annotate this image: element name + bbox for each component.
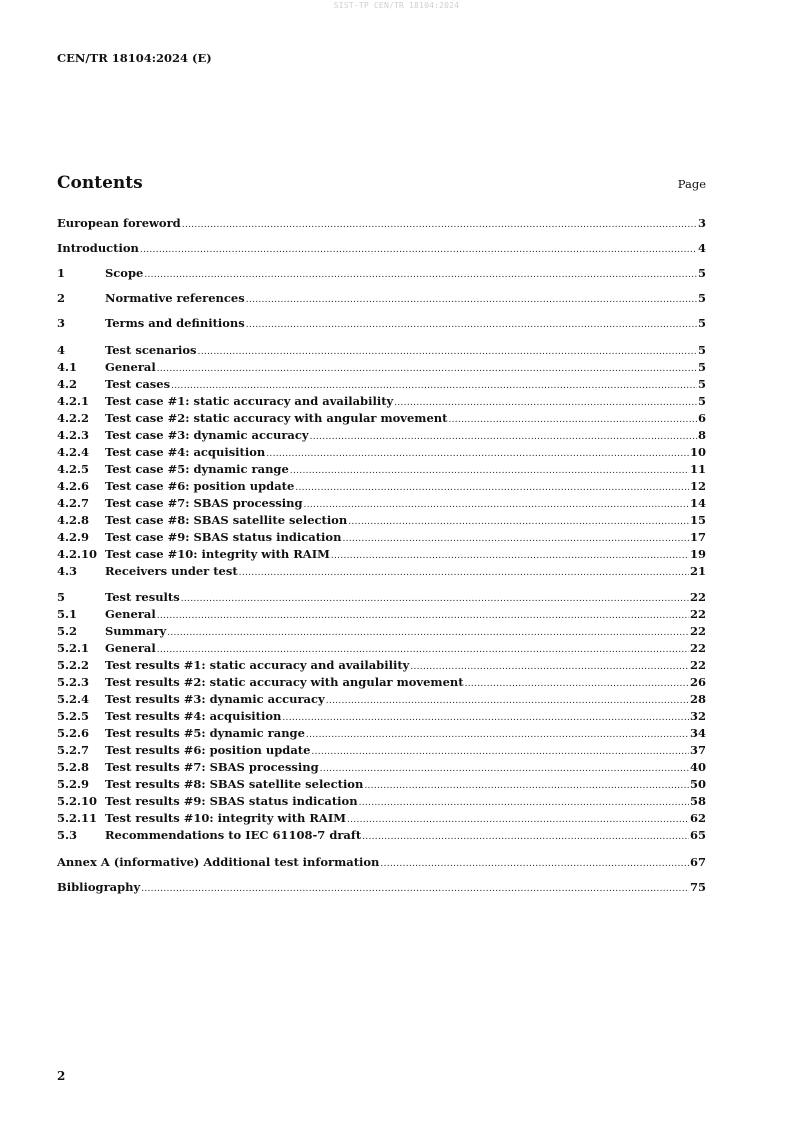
toc-leader-dots bbox=[306, 726, 689, 742]
toc-entry-page: 6 bbox=[697, 411, 706, 425]
toc-entry-page: 67 bbox=[689, 855, 706, 869]
toc-entry[interactable] bbox=[57, 776, 706, 792]
toc-leader-dots bbox=[182, 216, 697, 232]
toc-entry-page: 15 bbox=[689, 513, 706, 527]
toc-entry[interactable] bbox=[57, 708, 706, 724]
toc-entry[interactable] bbox=[57, 606, 706, 622]
toc-entry[interactable] bbox=[57, 410, 706, 426]
toc-entry-number: 5 bbox=[57, 590, 66, 604]
toc-entry-title: Terms and definitions bbox=[105, 316, 245, 330]
toc-leader-dots bbox=[410, 658, 689, 674]
toc-leader-dots bbox=[140, 241, 697, 257]
toc-entry-number: 4.1 bbox=[57, 360, 78, 374]
toc-entry-number: 5.2.6 bbox=[57, 726, 90, 740]
toc-leader-dots bbox=[282, 709, 689, 725]
document-id: CEN/TR 18104:2024 (E) bbox=[57, 51, 212, 65]
toc-entry[interactable] bbox=[57, 563, 706, 579]
toc-entry-title: Test results #9: SBAS status indication bbox=[105, 794, 358, 808]
toc-entry-number: 4.2.5 bbox=[57, 462, 90, 476]
toc-entry-title: Scope bbox=[105, 266, 144, 280]
toc-entry-title: Test results #10: integrity with RAIM bbox=[105, 811, 346, 825]
contents-heading: Contents bbox=[57, 173, 143, 193]
toc-entry-number: 4.2.4 bbox=[57, 445, 90, 459]
toc-entry-page: 58 bbox=[689, 794, 706, 808]
toc-entry-title: Test results #8: SBAS satellite selection bbox=[105, 777, 364, 791]
toc-entry-page: 5 bbox=[697, 360, 706, 374]
toc-leader-dots bbox=[348, 513, 689, 529]
toc-entry[interactable] bbox=[57, 657, 706, 673]
toc-entry-title: Summary bbox=[105, 624, 167, 638]
toc-entry-page: 14 bbox=[689, 496, 706, 510]
toc-leader-dots bbox=[141, 880, 689, 896]
toc-entry-title: Test case #5: dynamic range bbox=[105, 462, 289, 476]
toc-entry[interactable] bbox=[57, 427, 706, 443]
toc-entry-title: Test scenarios bbox=[105, 343, 197, 357]
toc-entry-number: 5.2.9 bbox=[57, 777, 90, 791]
toc-entry[interactable] bbox=[57, 623, 706, 639]
toc-entry-page: 10 bbox=[689, 445, 706, 459]
toc-leader-dots bbox=[304, 496, 689, 512]
toc-entry[interactable] bbox=[57, 495, 706, 511]
toc-entry-number: 4.2.2 bbox=[57, 411, 90, 425]
toc-entry-title: Annex A (informative) Additional test information bbox=[57, 855, 380, 869]
toc-entry[interactable] bbox=[57, 376, 706, 392]
toc-entry[interactable] bbox=[57, 546, 706, 562]
toc-entry-title: Test cases bbox=[105, 377, 171, 391]
toc-leader-dots bbox=[171, 377, 697, 393]
toc-entry-page: 28 bbox=[689, 692, 706, 706]
toc-leader-dots bbox=[144, 266, 697, 282]
toc-entry-page: 5 bbox=[697, 291, 706, 305]
toc-leader-dots bbox=[239, 564, 689, 580]
toc-entry[interactable] bbox=[57, 393, 706, 409]
toc-leader-dots bbox=[465, 675, 689, 691]
toc-entry-number: 4.2.8 bbox=[57, 513, 90, 527]
toc-entry[interactable] bbox=[57, 827, 706, 843]
page-number: 2 bbox=[57, 1069, 66, 1083]
toc-entry-number: 4.2.3 bbox=[57, 428, 90, 442]
toc-leader-dots bbox=[326, 692, 689, 708]
toc-entry-page: 22 bbox=[689, 590, 706, 604]
toc-entry-title: Test case #6: position update bbox=[105, 479, 295, 493]
toc-entry[interactable] bbox=[57, 759, 706, 775]
toc-leader-dots bbox=[295, 479, 689, 495]
toc-entry[interactable] bbox=[57, 359, 706, 375]
toc-entry-number: 5.2.2 bbox=[57, 658, 90, 672]
toc-entry[interactable] bbox=[57, 444, 706, 460]
toc-entry[interactable] bbox=[57, 674, 706, 690]
toc-entry-number: 4.2.10 bbox=[57, 547, 98, 561]
toc-entry[interactable] bbox=[57, 342, 706, 358]
toc-entry-page: 50 bbox=[689, 777, 706, 791]
toc-entry[interactable] bbox=[57, 742, 706, 758]
toc-leader-dots bbox=[342, 530, 689, 546]
toc-entry[interactable] bbox=[57, 589, 706, 605]
toc-entry[interactable] bbox=[57, 640, 706, 656]
toc-leader-dots bbox=[167, 624, 689, 640]
toc-entry-number: 5.2.3 bbox=[57, 675, 90, 689]
toc-entry-number: 5.2.10 bbox=[57, 794, 98, 808]
toc-entry-title: Test case #9: SBAS status indication bbox=[105, 530, 342, 544]
toc-leader-dots bbox=[380, 855, 689, 871]
toc-entry-number: 4.2 bbox=[57, 377, 78, 391]
toc-entry-title: European foreword bbox=[57, 216, 181, 230]
toc-entry-page: 22 bbox=[689, 658, 706, 672]
toc-entry-number: 4.2.7 bbox=[57, 496, 90, 510]
toc-leader-dots bbox=[364, 777, 689, 793]
toc-entry-page: 5 bbox=[697, 316, 706, 330]
toc-entry-title: Receivers under test bbox=[105, 564, 238, 578]
toc-entry-page: 62 bbox=[689, 811, 706, 825]
toc-leader-dots bbox=[266, 445, 689, 461]
toc-entry-page: 22 bbox=[689, 641, 706, 655]
toc-entry-number: 5.3 bbox=[57, 828, 78, 842]
toc-leader-dots bbox=[157, 641, 689, 657]
toc-entry-page: 17 bbox=[689, 530, 706, 544]
toc-entry-number: 5.2.7 bbox=[57, 743, 90, 757]
toc-entry-page: 5 bbox=[697, 394, 706, 408]
toc-entry-page: 75 bbox=[689, 880, 706, 894]
toc-entry-number: 4.2.9 bbox=[57, 530, 90, 544]
toc-entry[interactable] bbox=[57, 725, 706, 741]
toc-leader-dots bbox=[331, 547, 689, 563]
toc-entry-title: Test results #7: SBAS processing bbox=[105, 760, 319, 774]
toc-entry-title: General bbox=[105, 641, 156, 655]
toc-entry-title: Test results #5: dynamic range bbox=[105, 726, 305, 740]
toc-entry-page: 5 bbox=[697, 377, 706, 391]
toc-entry-title: Test case #2: static accuracy with angular movement bbox=[105, 411, 448, 425]
toc-leader-dots bbox=[198, 343, 697, 359]
toc-leader-dots bbox=[290, 462, 689, 478]
toc-leader-dots bbox=[394, 394, 697, 410]
toc-entry[interactable] bbox=[57, 478, 706, 494]
toc-entry-page: 65 bbox=[689, 828, 706, 842]
toc-entry[interactable] bbox=[57, 315, 706, 331]
toc-leader-dots bbox=[246, 316, 697, 332]
toc-entry-page: 22 bbox=[689, 624, 706, 638]
toc-entry-title: General bbox=[105, 607, 156, 621]
toc-entry-page: 3 bbox=[697, 216, 706, 230]
toc-entry-page: 5 bbox=[697, 343, 706, 357]
toc-leader-dots bbox=[359, 794, 689, 810]
toc-entry-title: Test results #3: dynamic accuracy bbox=[105, 692, 325, 706]
toc-entry-page: 34 bbox=[689, 726, 706, 740]
page-column-label: Page bbox=[677, 177, 706, 191]
toc-entry[interactable] bbox=[57, 290, 706, 306]
toc-entry-page: 37 bbox=[689, 743, 706, 757]
toc-leader-dots bbox=[157, 360, 697, 376]
toc-entry-page: 12 bbox=[689, 479, 706, 493]
toc-leader-dots bbox=[181, 590, 689, 606]
toc-entry-title: Recommendations to IEC 61108-7 draft bbox=[105, 828, 362, 842]
toc-entry-page: 22 bbox=[689, 607, 706, 621]
toc-leader-dots bbox=[311, 743, 689, 759]
toc-entry[interactable] bbox=[57, 879, 706, 895]
toc-entry-number: 4 bbox=[57, 343, 66, 357]
toc-entry-number: 3 bbox=[57, 316, 66, 330]
toc-entry-number: 2 bbox=[57, 291, 66, 305]
toc-entry-page: 11 bbox=[689, 462, 706, 476]
toc-leader-dots bbox=[310, 428, 697, 444]
toc-entry[interactable] bbox=[57, 265, 706, 281]
toc-entry-page: 26 bbox=[689, 675, 706, 689]
toc-entry-page: 32 bbox=[689, 709, 706, 723]
toc-entry-title: Test results #2: static accuracy with angular movement bbox=[105, 675, 464, 689]
toc-entry-title: Test results #6: position update bbox=[105, 743, 311, 757]
toc-entry[interactable] bbox=[57, 240, 706, 256]
toc-entry-title: Test case #8: SBAS satellite selection bbox=[105, 513, 348, 527]
toc-entry-page: 40 bbox=[689, 760, 706, 774]
toc-entry-page: 8 bbox=[697, 428, 706, 442]
toc-entry-title: Test case #10: integrity with RAIM bbox=[105, 547, 330, 561]
toc-entry-title: Bibliography bbox=[57, 880, 141, 894]
toc-entry-number: 4.3 bbox=[57, 564, 78, 578]
toc-entry-number: 5.2.8 bbox=[57, 760, 90, 774]
toc-leader-dots bbox=[320, 760, 689, 776]
toc-entry-title: Normative references bbox=[105, 291, 245, 305]
toc-entry-page: 21 bbox=[689, 564, 706, 578]
toc-entry-number: 5.2 bbox=[57, 624, 78, 638]
toc-entry-title: Test case #7: SBAS processing bbox=[105, 496, 303, 510]
toc-entry-title: Test results #4: acquisition bbox=[105, 709, 282, 723]
toc-entry-title: Test case #1: static accuracy and availability bbox=[105, 394, 394, 408]
toc-header bbox=[57, 173, 706, 193]
toc-entry-page: 19 bbox=[689, 547, 706, 561]
toc-entry-number: 5.2.4 bbox=[57, 692, 90, 706]
toc-entry-title: Introduction bbox=[57, 241, 139, 255]
toc-entry-number: 5.2.11 bbox=[57, 811, 98, 825]
toc-entry-number: 5.1 bbox=[57, 607, 78, 621]
toc-leader-dots bbox=[157, 607, 689, 623]
toc-entry[interactable] bbox=[57, 691, 706, 707]
toc-entry-number: 4.2.1 bbox=[57, 394, 90, 408]
toc-entry-title: Test results bbox=[105, 590, 180, 604]
watermark: SIST-TP CEN/TR 18104:2024 bbox=[333, 1, 460, 10]
toc-entry[interactable] bbox=[57, 461, 706, 477]
toc-entry-title: Test case #4: acquisition bbox=[105, 445, 266, 459]
toc-entry[interactable] bbox=[57, 215, 706, 231]
toc-entry-number: 5.2.5 bbox=[57, 709, 90, 723]
toc-entry-number: 4.2.6 bbox=[57, 479, 90, 493]
toc-entry-title: Test case #3: dynamic accuracy bbox=[105, 428, 309, 442]
toc-entry-number: 5.2.1 bbox=[57, 641, 90, 655]
toc-entry[interactable] bbox=[57, 793, 706, 809]
toc-entry[interactable] bbox=[57, 529, 706, 545]
toc-leader-dots bbox=[362, 828, 689, 844]
toc-entry-page: 4 bbox=[697, 241, 706, 255]
toc-entry[interactable] bbox=[57, 810, 706, 826]
toc-leader-dots bbox=[347, 811, 689, 827]
toc-entry-title: General bbox=[105, 360, 156, 374]
toc-leader-dots bbox=[246, 291, 697, 307]
toc-entry-number: 1 bbox=[57, 266, 66, 280]
toc-entry[interactable] bbox=[57, 854, 706, 870]
toc-leader-dots bbox=[448, 411, 697, 427]
toc-entry-page: 5 bbox=[697, 266, 706, 280]
toc-entry-title: Test results #1: static accuracy and availability bbox=[105, 658, 410, 672]
toc-entry[interactable] bbox=[57, 512, 706, 528]
